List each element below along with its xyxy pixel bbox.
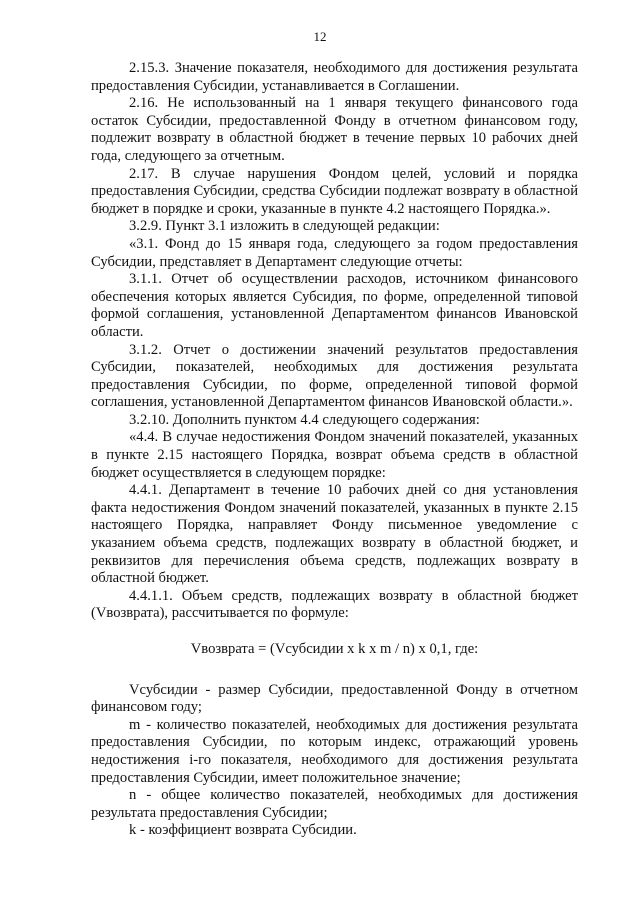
definition-k: k - коэффициент возврата Субсидии. — [129, 822, 357, 839]
paragraph-3-2-10: 3.2.10. Дополнить пунктом 4.4 следующего содержания: — [129, 411, 480, 428]
return-formula: Vвозврата = (Vсубсидии x k x m / n) x 0,1, где: — [190, 641, 479, 657]
page-number: 12 — [313, 29, 327, 44]
paragraph-3-1-1: 3.1.1. Отчет об осуществлении расходов, источником финансового обеспечения которых является Субсидия, по форме, определенной типовой формой соглашения, установленной Департаментом финансов Ивановской области. — [91, 271, 578, 340]
document-body — [91, 60, 578, 840]
definition-n: n - общее количество показателей, необходимых для достижения результата предоставления Субсидии; — [91, 787, 578, 821]
definition-v-subsidy: Vсубсидии - размер Субсидии, предоставленной Фонду в отчетном финансовом году; — [91, 681, 578, 716]
paragraph-2-15-3: 2.15.3. Значение показателя, необходимого для достижения результата предоставления Субсидии, устанавливается в Соглашении. — [91, 60, 578, 94]
paragraph-4-4-1: 4.4.1. Департамент в течение 10 рабочих дней со дня установления факта недостижения Фондом значений показателей, указанных в пункте 2.15 настоящего Порядка, направляет Фонду письменное уведомление с указанием объема средств, подлежащих возврату в областной бюджет, и реквизитов для перечисления объема средств, подлежащих возврату в областной бюджет. — [91, 482, 578, 587]
definition-m: m - количество показателей, необходимых для достижения результата предоставления Субсидии, по которым индекс, отражающий уровень недостижения i-го показателя, необходимого для достижения результата предоставления Субсидии, имеет положительное значение; — [91, 716, 578, 786]
paragraph-3-1: «3.1. Фонд до 15 января года, следующего за годом предоставления Субсидии, представляет в Департамент следующие отчеты: — [91, 235, 578, 270]
paragraph-2-17: 2.17. В случае нарушения Фондом целей, условий и порядка предоставления Субсидии, средства Субсидии подлежат возврату в областной бюджет в порядке и сроки, указанные в пункте 4.2 настоящего Порядка.». — [91, 165, 578, 217]
paragraph-3-1-2: 3.1.2. Отчет о достижении значений результатов предоставления Субсидии, показателей, необходимых для достижения результата предоставления Субсидии, по форме, определенной типовой формой соглашения, установленной Департаментом финансов Ивановской области.». — [91, 341, 578, 411]
paragraph-4-4: «4.4. В случае недостижения Фондом значений показателей, указанных в пункте 2.15 настоящего Порядка, возврат объема средств в областной бюджет осуществляется в следующем порядке: — [91, 429, 578, 481]
paragraph-3-2-9: 3.2.9. Пункт 3.1 изложить в следующей редакции: — [129, 218, 440, 235]
paragraph-4-4-1-1: 4.4.1.1. Объем средств, подлежащих возврату в областной бюджет (Vвозврата), рассчитывается по формуле: — [91, 587, 578, 622]
paragraph-2-16: 2.16. Не использованный на 1 января текущего финансового года остаток Субсидии, предоставленной Фонду в отчетном финансовом году, подлежит возврату в областной бюджет в течение первых 10 рабочих дней года, следующего за отчетным. — [91, 95, 578, 164]
